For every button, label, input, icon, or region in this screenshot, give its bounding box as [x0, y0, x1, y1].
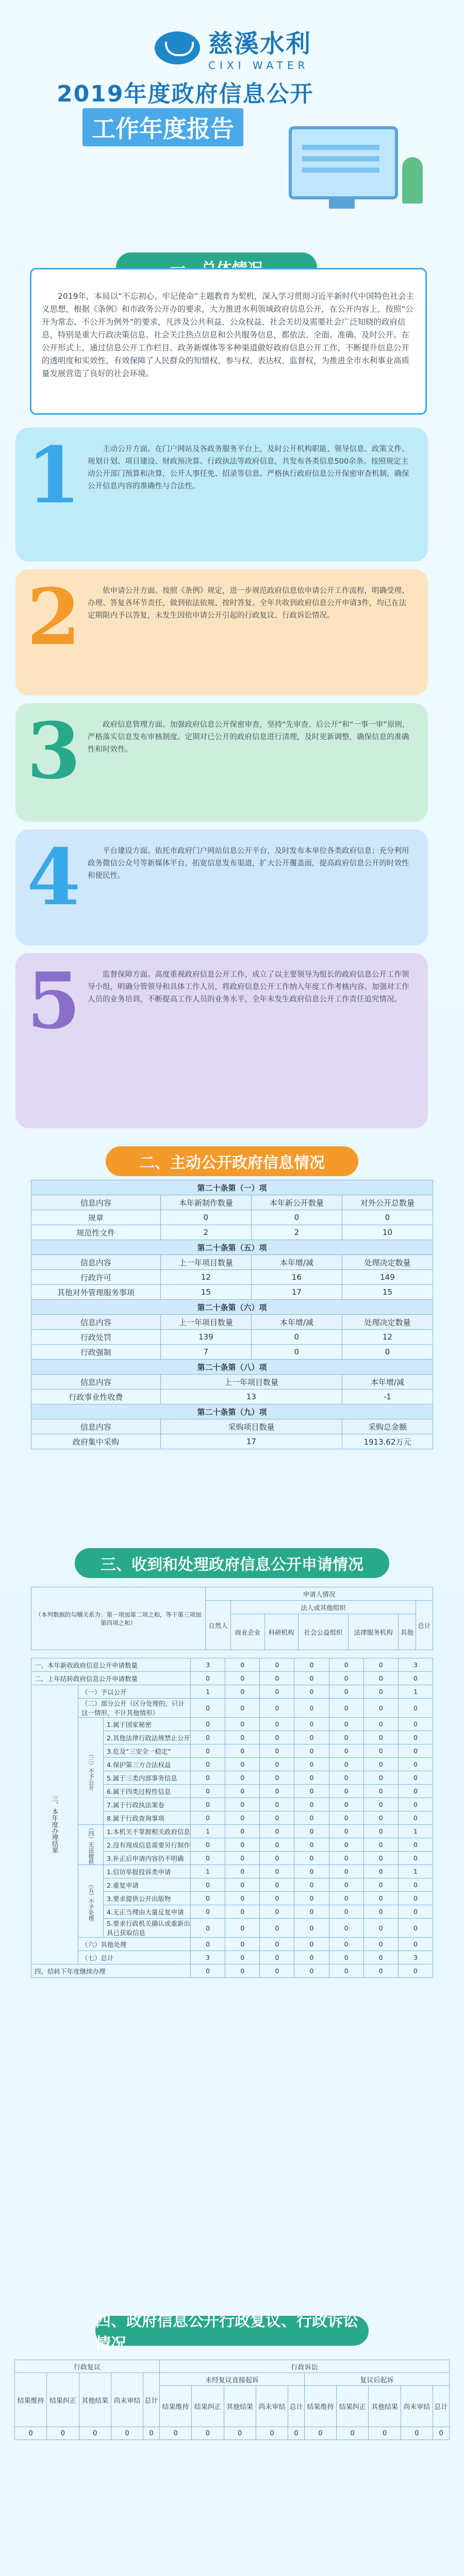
table-cell: 0 — [294, 1964, 329, 1978]
table-cell: 0 — [363, 1825, 398, 1838]
table-cell: 0 — [398, 1892, 433, 1905]
table-cell: 0 — [260, 1838, 294, 1852]
table-cell: 3 — [398, 1951, 433, 1964]
table-cell: 0 — [363, 1699, 398, 1718]
table-cell: 0 — [294, 1758, 329, 1771]
table-cell: 0 — [225, 1758, 260, 1771]
table-cell: 0 — [260, 1658, 294, 1672]
card-number: 1 — [27, 430, 81, 521]
table-cell: 0 — [363, 1658, 398, 1672]
table-cell: 0 — [363, 1798, 398, 1811]
water-wave-icon — [155, 31, 200, 64]
table-cell: 0 — [363, 1951, 398, 1964]
table-cell: 0 — [398, 1771, 433, 1785]
table-cell: 0 — [294, 1852, 329, 1865]
table-cell: 0 — [363, 1919, 398, 1938]
card-number: 5 — [27, 956, 81, 1046]
table-cell: 0 — [191, 1878, 225, 1892]
table-cell: 0 — [260, 1811, 294, 1825]
table-cell: 0 — [363, 1685, 398, 1699]
application-table: （本列数据的勾稽关系为：第一项加第二项之和，等于第三项加第四项之和） 申请人情况 自然人 法人或其他组织 总计 商业企业 科研机构 社会公益组织 法律服务机构 其他 — [31, 1587, 433, 1650]
table-cell: 0 — [329, 1892, 363, 1905]
table-cell: 0 — [398, 1938, 433, 1951]
table-cell: 0 — [260, 1951, 294, 1964]
table-cell: 0 — [225, 1658, 260, 1672]
row-label: 1.属于国家秘密 — [104, 1718, 191, 1731]
table-cell: 0 — [329, 1919, 363, 1938]
card-text: 主动公开方面。在门户网站及各政务服务平台上，及时公开机构职能、领导信息、政策文件、规划计划、项目建设、财政预决算、行政执法等政府信息，共发布各类信息500余条。按照规定主动公开部门预算和决算，公开人事任免、招录等信息。严格执行政府信息公开保密审查机制，确保公开信息内容的准确性与合法性。 — [88, 445, 409, 490]
table-cell: 0 — [329, 1744, 363, 1758]
table-cell: 0 — [225, 1798, 260, 1811]
card-5 — [15, 953, 428, 1128]
table-cell: 0 — [294, 1685, 329, 1699]
table-cell: 0 — [398, 1838, 433, 1852]
table-cell: 0 — [294, 1658, 329, 1672]
table-cell: 0 — [294, 1878, 329, 1892]
table-cell: 1 — [398, 1825, 433, 1838]
table-cell: 0 — [329, 1672, 363, 1685]
table-cell: 0 — [260, 1905, 294, 1919]
row-label: 3.补正后申请内容仍不明确 — [104, 1852, 191, 1865]
card-3 — [15, 703, 428, 822]
row-label: 4.无正当理由大量反复申请 — [104, 1905, 191, 1919]
table-cell: 0 — [294, 1699, 329, 1718]
table-cell: 0 — [191, 1758, 225, 1771]
table-cell: 0 — [398, 1878, 433, 1892]
table-cell: 0 — [363, 1672, 398, 1685]
section-title-4: 四、政府信息公开行政复议、行政诉讼情况 — [95, 2316, 369, 2346]
row-label: 4.保护第三方合法权益 — [104, 1758, 191, 1771]
card-text: 政府信息管理方面。加强政府信息公开保密审查，坚持“先审查、后公开”和“一事一审”原则，严格落实信息发布审核制度。定期对已公开的政府信息进行清理，及时更新调整，确保信息的准确性和时效性。 — [88, 721, 410, 754]
table-cell: 0 — [225, 1672, 260, 1685]
logo-cn: 慈溪水利 — [208, 29, 312, 58]
table-cell: 0 — [225, 1771, 260, 1785]
table-cell: 0 — [260, 1892, 294, 1905]
table-cell: 1 — [191, 1825, 225, 1838]
table-cell: 0 — [191, 1919, 225, 1938]
public-info-table: 第二十条第（一）项 信息内容 本年新制作数量 本年新公开数量 对外公开总数量 规章 0 0 0 规范性文件 2 2 10 第二十条第（五）项 信息内容 上一年项目数量 本年增/减 处理决定数量 行政许可 12 16 149 其他对外管理服务事项 15 17 15 第二十条第（六）项 信息内容 上一年项目数量 本年增/减 处理决定数量 行政处罚 139 0 12 行政强制 7 0 0 第二十条第（八）项 信息内容 上一年项目数量 本年增/减 行政事业性收费 13 -1 第二十条第（九）项 信息内容 采购项目数量 采购总金额 政府集中采购 17 1913.62万元 — [31, 1180, 433, 1449]
table-cell: 0 — [398, 1718, 433, 1731]
table-cell: 0 — [260, 1685, 294, 1699]
table-cell: 0 — [329, 1798, 363, 1811]
table-cell: 0 — [398, 1905, 433, 1919]
row-label: 1.信访举报投诉类申请 — [104, 1865, 191, 1878]
row-label: 5.属于三类内部事务信息 — [104, 1771, 191, 1785]
table-cell: 0 — [294, 1811, 329, 1825]
table-cell: 0 — [363, 1744, 398, 1758]
table-cell: 0 — [329, 1825, 363, 1838]
table-cell: 0 — [294, 1798, 329, 1811]
table-cell: 0 — [225, 1825, 260, 1838]
table-cell: 0 — [225, 1919, 260, 1938]
card-text: 依申请公开方面。按照《条例》规定，进一步规范政府信息依申请公开工作流程，明确受理、办理、答复各环节责任，做到依法依规、按时答复。全年共收到政府信息公开申请3件，均已在法定期限内予以答复，未发生因依申请公开引起的行政复议、行政诉讼情况。 — [88, 587, 409, 620]
computer-illustration — [268, 121, 433, 211]
table-row: （五）不予处理 1.信访举报投诉类申请 1 0 0 0 0 0 1 — [31, 1865, 433, 1878]
table-row: 三、本年度办理结果 （一）予以公开 1 0 0 0 0 0 1 — [31, 1685, 433, 1699]
table-cell: 0 — [294, 1785, 329, 1798]
table-cell: 0 — [329, 1865, 363, 1878]
logo — [155, 24, 311, 72]
card-number: 2 — [27, 572, 81, 663]
plant-icon — [402, 157, 423, 204]
card-number: 3 — [27, 706, 81, 796]
table-cell: 0 — [329, 1878, 363, 1892]
table-cell: 0 — [225, 1964, 260, 1978]
row-label: 6.属于四类过程性信息 — [104, 1785, 191, 1798]
table-cell: 0 — [294, 1825, 329, 1838]
table-row: 0 0 0 0 0 0 0 0 0 0 0 0 0 0 0 — [15, 2427, 450, 2440]
table-cell: 0 — [260, 1771, 294, 1785]
table-cell: 1 — [191, 1685, 225, 1699]
table-row: 其他对外管理服务事项 15 17 15 — [31, 1285, 433, 1300]
table-row: 规范性文件 2 2 10 — [31, 1225, 433, 1240]
card-text: 监督保障方面。高度重视政府信息公开工作，成立了以主要领导为组长的政府信息公开工作领导小组，明确分管领导和具体工作人员，将政府信息公开工作纳入年度工作考核内容。加强对工作人员的业务培训，不断提高工作人员的业务水平，全年未发生政府信息公开工作责任追究情况。 — [88, 971, 409, 1004]
table-cell: 0 — [225, 1905, 260, 1919]
row-label: 2.没有现成信息需要另行制作 — [104, 1838, 191, 1852]
table-cell: 0 — [294, 1744, 329, 1758]
table-cell: 0 — [363, 1771, 398, 1785]
row-label: 5.要求行政机关确认或重新出具已获取信息 — [104, 1919, 191, 1938]
table-cell: 0 — [294, 1951, 329, 1964]
row-label: 3.要求提供公开出版物 — [104, 1892, 191, 1905]
table-row: （四）无法提供 1.本机关不掌握相关政府信息 1 0 0 0 0 0 1 — [31, 1825, 433, 1838]
table-row: 政府集中采购 17 1913.62万元 — [31, 1434, 433, 1449]
table-row — [31, 1658, 433, 1672]
table-cell: 0 — [260, 1878, 294, 1892]
table-cell: 3 — [191, 1658, 225, 1672]
table-cell: 0 — [294, 1718, 329, 1731]
table-cell: 3 — [398, 1658, 433, 1672]
report-subtitle: 工作年度报告 — [82, 108, 243, 146]
table-cell: 0 — [363, 1905, 398, 1919]
table-cell: 0 — [225, 1699, 260, 1718]
table-cell: 0 — [260, 1865, 294, 1878]
table-cell: 0 — [225, 1731, 260, 1744]
table-cell: 0 — [363, 1758, 398, 1771]
table-cell: 0 — [329, 1685, 363, 1699]
table-cell: 0 — [363, 1785, 398, 1798]
card-number: 4 — [27, 832, 81, 923]
card-text: 平台建设方面。依托市政府门户网站信息公开平台，及时发布本单位各类政府信息；充分利用政务微信公众号等新媒体平台，拓宽信息发布渠道，扩大公开覆盖面，提高政府信息公开的时效性和便民性。 — [88, 847, 409, 880]
row-label: 2.重复申请 — [104, 1878, 191, 1892]
table-row — [31, 1951, 433, 1964]
card-4 — [15, 829, 428, 945]
table-cell: 0 — [329, 1951, 363, 1964]
table-cell: 1 — [191, 1865, 225, 1878]
table-cell: 0 — [398, 1758, 433, 1771]
table-cell: 0 — [329, 1838, 363, 1852]
table-cell: 0 — [260, 1785, 294, 1798]
table-cell: 0 — [191, 1744, 225, 1758]
table-cell: 0 — [191, 1838, 225, 1852]
table-cell: 0 — [329, 1758, 363, 1771]
table-cell: 0 — [260, 1758, 294, 1771]
table-cell: 0 — [225, 1938, 260, 1951]
table-cell: 0 — [191, 1798, 225, 1811]
table-row: 行政处罚 139 0 12 — [31, 1330, 433, 1345]
table-cell: 0 — [363, 1811, 398, 1825]
section-title-2: 二、主动公开政府信息情况 — [106, 1146, 358, 1176]
table-cell: 0 — [191, 1771, 225, 1785]
table-cell: 0 — [260, 1744, 294, 1758]
overview-text: 2019年，本局以“不忘初心、牢记使命”主题教育为契机，深入学习贯彻习近平新时代中国特色社会主义思想，根据《条例》和市政务公开办的要求，大力推进水利领域政府信息公开，在公开内容上，按照“公开为常态、不公开为例外”的要求，凡涉及公共利益、公众权益、社会关切及需要社会广泛知晓的政府信息，特别是重大行政决策信息、社会关注热点信息和公共服务信息，都依法、全面、准确、及时公开。在公开形式上，通过信息公开工作栏目、政务新媒体等多种渠道做好政府信息公开工作，不断提升信息公开的透明度和实效性，有效保障了人民群众的知情权、参与权、表达权、监督权，为推进全市水利事业高质量发展营造了良好的社会环境。 — [30, 268, 427, 415]
table-cell: 0 — [191, 1699, 225, 1718]
table-cell: 0 — [329, 1771, 363, 1785]
table-row — [31, 1938, 433, 1951]
table-cell: 0 — [294, 1865, 329, 1878]
table-cell: 0 — [260, 1718, 294, 1731]
table-row: 行政许可 12 16 149 — [31, 1270, 433, 1285]
table-cell: 0 — [363, 1718, 398, 1731]
table-cell: 0 — [329, 1785, 363, 1798]
table-cell: 0 — [398, 1672, 433, 1685]
report-header — [0, 0, 464, 216]
table-cell: 0 — [398, 1785, 433, 1798]
row-label: 1.本机关不掌握相关政府信息 — [104, 1825, 191, 1838]
table-cell: 0 — [363, 1892, 398, 1905]
table-cell: 1 — [398, 1685, 433, 1699]
row-label: 3.危及“三安全一稳定” — [104, 1744, 191, 1758]
row-label: 四、结转下年度继续办理 — [31, 1964, 191, 1978]
application-table-body — [31, 1658, 433, 1978]
table-cell: 0 — [363, 1878, 398, 1892]
table-cell: 0 — [260, 1672, 294, 1685]
row-label: 8.属于行政查询事项 — [104, 1811, 191, 1825]
table-cell: 0 — [294, 1672, 329, 1685]
row-label: 2.其他法律行政法规禁止公开 — [104, 1731, 191, 1744]
monitor-icon — [289, 126, 398, 199]
table-cell: 0 — [329, 1905, 363, 1919]
table-cell: 0 — [260, 1731, 294, 1744]
table-cell: 0 — [191, 1892, 225, 1905]
table-cell: 0 — [329, 1964, 363, 1978]
table-cell: 0 — [260, 1825, 294, 1838]
review-litigation-table: 行政复议 行政诉讼 结果维持 结果纠正 其他结果 尚未审结 总计 未经复议直接起诉 复议后起诉 结果维持 结果纠正 其他结果 尚未审结 总计 结果维持 结果纠正 其他结果 尚未审结 总计 0 0 0 0 0 0 0 0 0 0 0 0 0 0 0 — [14, 2360, 450, 2440]
table-cell: 0 — [191, 1811, 225, 1825]
table-cell: 0 — [191, 1852, 225, 1865]
table-cell: 0 — [363, 1964, 398, 1978]
report-title: 2019年度政府信息公开 — [57, 81, 314, 107]
table-cell: 1 — [398, 1865, 433, 1878]
row-label: （六）其他处理 — [78, 1938, 191, 1951]
table-cell: 0 — [260, 1852, 294, 1865]
table-cell: 0 — [191, 1672, 225, 1685]
table-cell: 0 — [260, 1798, 294, 1811]
card-1 — [15, 428, 428, 562]
table-cell: 0 — [363, 1852, 398, 1865]
table-cell: 0 — [329, 1731, 363, 1744]
row-label: 7.属于行政执法案卷 — [104, 1798, 191, 1811]
section-title-3: 三、收到和处理政府信息公开申请情况 — [75, 1548, 389, 1578]
table-cell: 0 — [191, 1731, 225, 1744]
row-label: （一）予以公开 — [78, 1685, 191, 1699]
table-cell: 0 — [329, 1938, 363, 1951]
table-cell: 0 — [225, 1685, 260, 1699]
table-cell: 0 — [363, 1731, 398, 1744]
table-cell: 0 — [225, 1865, 260, 1878]
card-2 — [15, 569, 428, 696]
table-cell: 0 — [225, 1811, 260, 1825]
row-label: 二、上年结转政府信息公开申请数量 — [31, 1672, 191, 1685]
table-cell: 0 — [260, 1699, 294, 1718]
table-cell: 0 — [225, 1852, 260, 1865]
table-row — [31, 1672, 433, 1685]
table-cell: 0 — [191, 1964, 225, 1978]
table-cell: 0 — [398, 1699, 433, 1718]
table-cell: 0 — [225, 1785, 260, 1798]
table-cell: 0 — [329, 1699, 363, 1718]
table-cell: 0 — [329, 1811, 363, 1825]
row-label: （七）总计 — [78, 1951, 191, 1964]
table-row — [31, 1964, 433, 1978]
table-cell: 0 — [398, 1731, 433, 1744]
table-cell: 3 — [191, 1951, 225, 1964]
table-cell: 0 — [191, 1785, 225, 1798]
table-cell: 0 — [294, 1771, 329, 1785]
table-cell: 0 — [225, 1744, 260, 1758]
table-cell: 0 — [225, 1892, 260, 1905]
table-cell: 0 — [260, 1919, 294, 1938]
logo-en: CIXI WATER — [208, 59, 309, 72]
table-row: 规章 0 0 0 — [31, 1210, 433, 1225]
table-cell: 0 — [363, 1865, 398, 1878]
table-row — [31, 1699, 433, 1718]
table-cell: 0 — [329, 1658, 363, 1672]
table-cell: 0 — [398, 1919, 433, 1938]
table-cell: 0 — [329, 1852, 363, 1865]
table-cell: 0 — [294, 1731, 329, 1744]
table-cell: 0 — [398, 1798, 433, 1811]
row-label: 一、本年新收政府信息公开申请数量 — [31, 1658, 191, 1672]
table-cell: 0 — [225, 1718, 260, 1731]
row-label: （二）部分公开（区分处理的，只计这一情形，不计其他情形） — [78, 1699, 191, 1718]
table-cell: 0 — [398, 1852, 433, 1865]
table-cell: 0 — [260, 1938, 294, 1951]
table-cell: 0 — [191, 1938, 225, 1951]
table-cell: 0 — [294, 1919, 329, 1938]
table-cell: 0 — [260, 1964, 294, 1978]
table-cell: 0 — [225, 1878, 260, 1892]
table-cell: 0 — [225, 1838, 260, 1852]
table-cell: 0 — [294, 1905, 329, 1919]
table-cell: 0 — [294, 1838, 329, 1852]
table-cell: 0 — [294, 1938, 329, 1951]
table-cell: 0 — [294, 1892, 329, 1905]
table-cell: 0 — [225, 1951, 260, 1964]
table-row: 行政强制 7 0 0 — [31, 1345, 433, 1360]
table-row: （三）不予公开 1.属于国家秘密 0 0 0 0 0 0 0 — [31, 1718, 433, 1731]
table-cell: 0 — [363, 1938, 398, 1951]
table-row: 行政事业性收费 13 -1 — [31, 1389, 433, 1404]
table-cell: 0 — [191, 1718, 225, 1731]
table-cell: 0 — [398, 1964, 433, 1978]
table-cell: 0 — [329, 1718, 363, 1731]
table-cell: 0 — [398, 1811, 433, 1825]
table-cell: 0 — [398, 1744, 433, 1758]
table-cell: 0 — [363, 1838, 398, 1852]
table-cell: 0 — [191, 1905, 225, 1919]
